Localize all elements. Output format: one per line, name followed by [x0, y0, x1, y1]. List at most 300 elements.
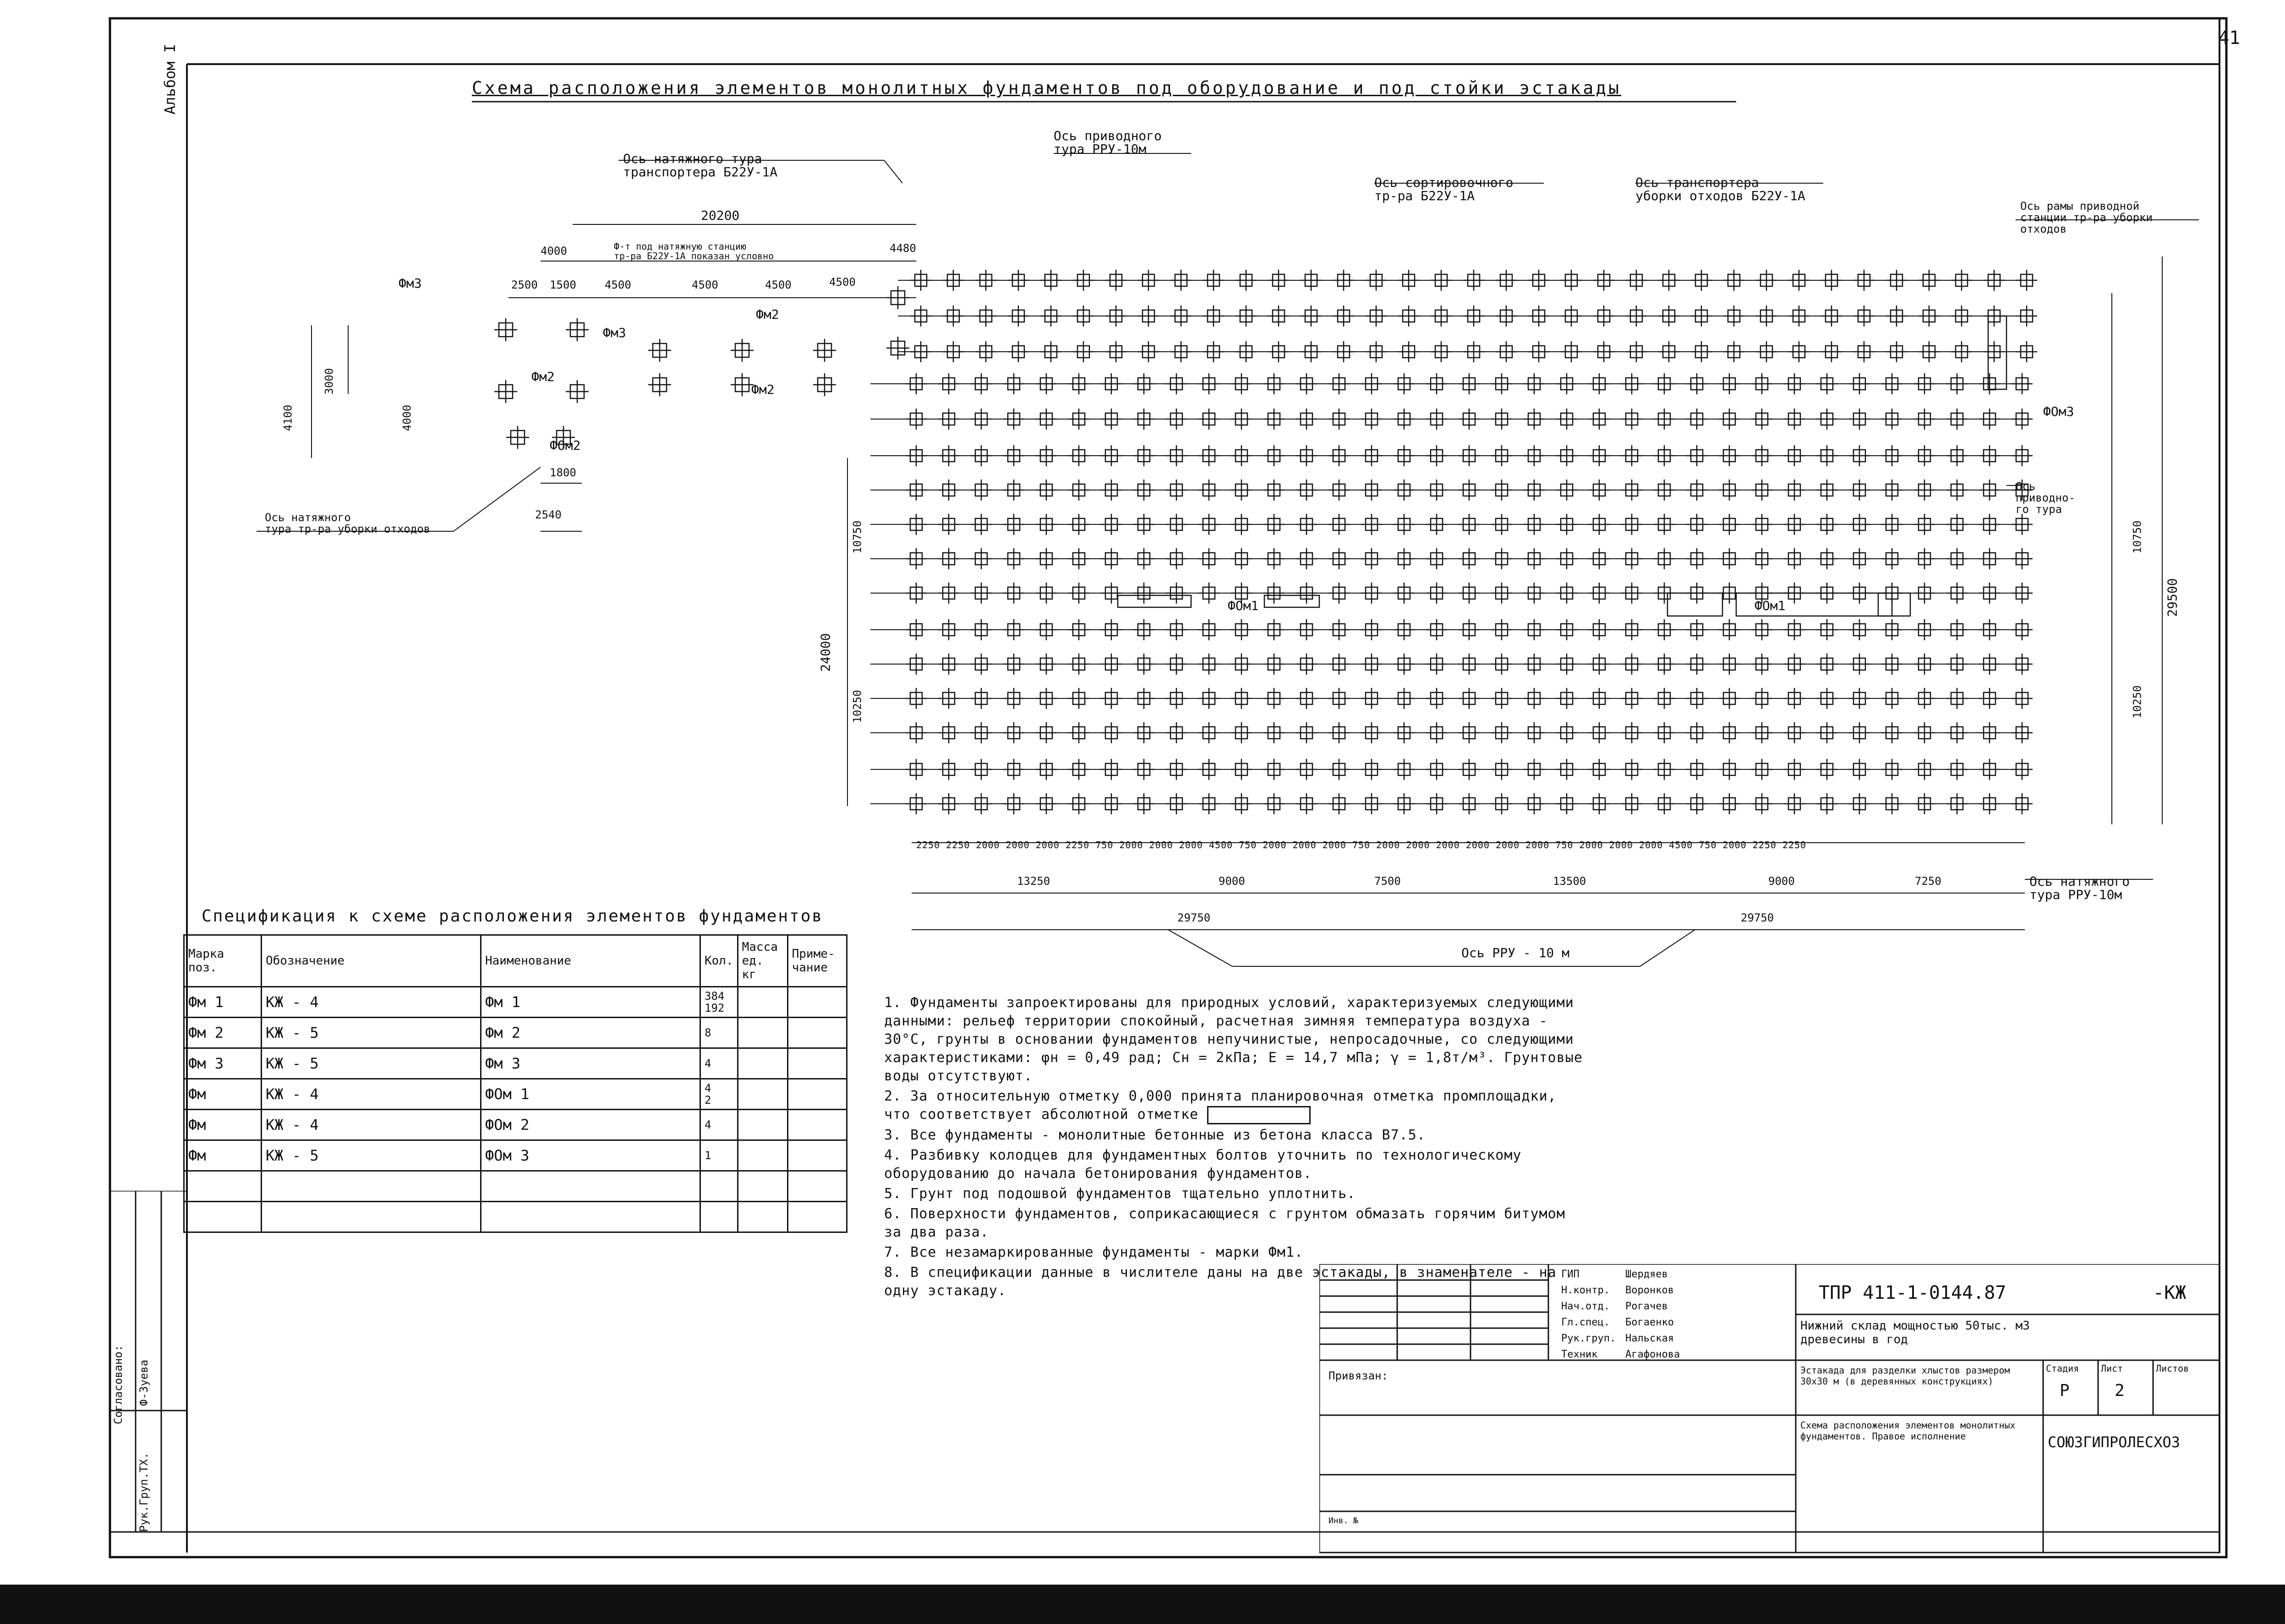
foundation-symbol: [1138, 305, 1159, 327]
stamp-drawing: Схема расположения элементов монолитных фундаментов. Правое исполнение: [1800, 1420, 2016, 1442]
spec-cell: [738, 1079, 787, 1110]
foundation-symbol: [906, 480, 927, 501]
spec-cell: [787, 1171, 847, 1202]
foundation-symbol: [1361, 514, 1382, 535]
dim-10250-left: 10250: [851, 690, 864, 723]
foundation-symbol: [938, 480, 959, 501]
foundation-symbol: [1914, 373, 1935, 394]
foundation-symbol: [1328, 409, 1350, 430]
foundation-symbol: [1719, 759, 1740, 780]
foundation-symbol: [1333, 305, 1354, 327]
foundation-symbol: [971, 409, 992, 430]
foundation-symbol: [1556, 409, 1577, 430]
foundation-symbol: [1719, 722, 1740, 743]
foundation-symbol: [1589, 688, 1610, 709]
foundation-symbol: [1686, 619, 1707, 640]
foundation-symbol: [1816, 548, 1837, 569]
callout-drive-rru-axis: Ось приводного тура РРУ-10м: [1054, 128, 1162, 157]
foundation-symbol: [1263, 688, 1285, 709]
foundation-symbol: [906, 793, 927, 814]
general-notes: [884, 994, 1585, 1302]
foundation-symbol: [1784, 654, 1805, 675]
foundation-symbol: [1979, 480, 2000, 501]
foundation-symbol: [1654, 480, 1675, 501]
agreed-label: Согласовано:: [112, 1345, 125, 1424]
foundation-symbol: [1426, 793, 1447, 814]
foundation-symbol: [1068, 409, 1089, 430]
foundation-symbol: [1621, 793, 1642, 814]
foundation-symbol: [494, 318, 517, 341]
foundation-symbol: [1166, 548, 1187, 569]
foundation-symbol: [1691, 305, 1712, 327]
spec-header-note: Приме-чание: [787, 935, 847, 987]
spec-row: [184, 1079, 847, 1110]
foundation-symbol: [1593, 305, 1614, 327]
foundation-symbol: [971, 373, 992, 394]
foundation-symbol: [1170, 270, 1192, 291]
foundation-symbol: [1751, 409, 1772, 430]
foundation-symbol: [1654, 548, 1675, 569]
foundation-symbol: [1166, 654, 1187, 675]
foundation-symbol: [1524, 409, 1545, 430]
dim-9000-b: 9000: [1768, 875, 1795, 888]
foundation-symbol: [1394, 619, 1415, 640]
dim-29500: 29500: [2165, 578, 2180, 617]
foundation-symbol: [1133, 619, 1154, 640]
callout-drive-frame-axis: Ось рамы приводной станции тр-ра уборки отходов: [2020, 200, 2153, 236]
dim-13250: 13250: [1017, 875, 1050, 888]
foundation-symbol: [1881, 688, 1902, 709]
foundation-symbol: [1328, 688, 1350, 709]
foundation-symbol: [1263, 373, 1285, 394]
foundation-symbol: [1914, 722, 1935, 743]
dim-10750-right: 10750: [2131, 520, 2144, 554]
foundation-symbol: [1751, 759, 1772, 780]
foundation-symbol: [1361, 583, 1382, 604]
foundation-symbol: [1686, 409, 1707, 430]
foundation-symbol: [1556, 373, 1577, 394]
foundation-symbol: [1003, 688, 1024, 709]
foundation-symbol: [1528, 270, 1549, 291]
foundation-symbol: [971, 793, 992, 814]
foundation-symbol: [1914, 619, 1935, 640]
foundation-symbol: [1626, 270, 1647, 291]
spec-header-row: [184, 935, 847, 987]
foundation-symbol: [1816, 793, 1837, 814]
foundation-symbol: [1524, 445, 1545, 466]
callout-rru-axis: Ось РРУ - 10 м: [1461, 945, 1570, 960]
foundation-symbol: [1654, 409, 1675, 430]
foundation-symbol: [938, 409, 959, 430]
foundation-symbol: [1235, 341, 1257, 362]
foundation-grid: [494, 270, 2037, 814]
foundation-symbol: [971, 688, 992, 709]
note-6: 6. Поверхности фундаментов, соприкасающиеся с грунтом обмазать горячим битумом за два раза.: [884, 1205, 1565, 1240]
foundation-symbol: [1263, 722, 1285, 743]
foundation-symbol: [1719, 445, 1740, 466]
foundation-symbol: [975, 341, 996, 362]
foundation-symbol: [1524, 759, 1545, 780]
foundation-symbol: [1333, 270, 1354, 291]
foundation-symbol: [1686, 480, 1707, 501]
foundation-symbol: [1979, 514, 2000, 535]
foundation-symbol: [1946, 619, 1968, 640]
foundation-symbol: [1003, 548, 1024, 569]
foundation-symbol: [1231, 373, 1252, 394]
foundation-symbol: [1788, 341, 1809, 362]
spec-title: Спецификация к схеме расположения элементов фундаментов: [202, 907, 824, 926]
foundation-symbol: [1231, 793, 1252, 814]
foundation-symbol: [1686, 793, 1707, 814]
foundation-symbol: [1328, 445, 1350, 466]
foundation-symbol: [1166, 722, 1187, 743]
agreed-row-0: Рук.Груп.ТХ.: [137, 1452, 150, 1532]
foundation-symbol: [1463, 270, 1484, 291]
foundation-symbol: [1166, 793, 1187, 814]
dim-9000-a: 9000: [1219, 875, 1245, 888]
stamp-sheets-label: Листов: [2156, 1363, 2189, 1374]
foundation-symbol: [1821, 270, 1842, 291]
foundation-symbol: [1784, 759, 1805, 780]
foundation-symbol: [1816, 480, 1837, 501]
spec-header-name: Наименование: [481, 935, 700, 987]
foundation-symbol: [1524, 619, 1545, 640]
foundation-symbol: [1849, 445, 1870, 466]
foundation-symbol: [1946, 409, 1968, 430]
foundation-symbol: [1491, 548, 1512, 569]
foundation-symbol: [1561, 305, 1582, 327]
foundation-symbol: [1459, 409, 1480, 430]
foundation-symbol: [506, 426, 529, 449]
foundation-symbol: [1459, 583, 1480, 604]
callout-tension-rru-axis: Ось натяжного тура РРУ-10м: [2029, 874, 2130, 903]
foundation-symbol: [1296, 654, 1317, 675]
foundation-symbol: [1621, 373, 1642, 394]
foundation-symbol: [1040, 341, 1061, 362]
foundation-symbol: [1658, 270, 1679, 291]
foundation-symbol: [1686, 514, 1707, 535]
foundation-symbol: [494, 380, 517, 403]
foundation-symbol: [1788, 270, 1809, 291]
foundation-symbol: [906, 514, 927, 535]
foundation-symbol: [1979, 722, 2000, 743]
foundation-symbol: [1946, 514, 1968, 535]
foundation-symbol: [1751, 688, 1772, 709]
foundation-symbol: [906, 688, 927, 709]
foundation-symbol: [1686, 654, 1707, 675]
foundation-symbol: [886, 337, 909, 360]
foundation-symbol: [1198, 373, 1219, 394]
agreed-row-1: Ф-Зуева: [137, 1359, 150, 1406]
spec-cell: [787, 1110, 847, 1140]
foundation-symbol: [1556, 619, 1577, 640]
foundation-symbol: [2016, 341, 2037, 362]
drawing-title: Схема расположения элементов монолитных фундаментов под оборудование и под стойки эстакады: [472, 78, 1622, 98]
foundation-symbol: [1589, 445, 1610, 466]
foundation-symbol: [1263, 514, 1285, 535]
foundation-symbol: [1979, 445, 2000, 466]
foundation-symbol: [1133, 445, 1154, 466]
foundation-symbol: [1366, 305, 1387, 327]
stamp-person: Богаенко: [1625, 1317, 1674, 1328]
foundation-symbol: [1198, 793, 1219, 814]
foundation-symbol: [1296, 409, 1317, 430]
foundation-symbol: [1431, 341, 1452, 362]
foundation-symbol: [906, 654, 927, 675]
foundation-symbol: [1914, 583, 1935, 604]
spec-cell: [738, 1140, 787, 1171]
foundation-symbol: [1946, 654, 1968, 675]
foundation-symbol: [1849, 619, 1870, 640]
foundation-symbol: [1263, 619, 1285, 640]
foundation-symbol: [1036, 654, 1057, 675]
foundation-symbol: [1849, 793, 1870, 814]
foundation-symbol: [1654, 373, 1675, 394]
stamp-sheet-type: -КЖ: [2153, 1282, 2187, 1303]
foundation-symbol: [1003, 409, 1024, 430]
foundation-symbol: [1751, 793, 1772, 814]
foundation-symbol: [1328, 793, 1350, 814]
foundation-symbol: [1719, 514, 1740, 535]
foundation-symbol: [1198, 654, 1219, 675]
foundation-symbol: [1556, 688, 1577, 709]
mark-fom1-a: ФОм1: [1228, 598, 1259, 613]
foundation-symbol: [2012, 445, 2033, 466]
spec-cell: Фм: [184, 1079, 262, 1110]
foundation-symbol: [1556, 793, 1577, 814]
spec-row: [184, 1140, 847, 1171]
foundation-symbol: [1816, 654, 1837, 675]
foundation-symbol: [1784, 373, 1805, 394]
foundation-symbol: [1723, 270, 1744, 291]
foundation-symbol: [1658, 305, 1679, 327]
foundation-symbol: [1198, 409, 1219, 430]
foundation-symbol: [1198, 688, 1219, 709]
foundation-symbol: [1036, 480, 1057, 501]
foundation-symbol: [1073, 305, 1094, 327]
foundation-symbol: [1394, 688, 1415, 709]
spec-header-designation: Обозначение: [262, 935, 481, 987]
foundation-symbol: [1723, 341, 1744, 362]
foundation-symbol: [1951, 341, 1972, 362]
spec-table: [183, 934, 847, 1233]
foundation-symbol: [1589, 583, 1610, 604]
foundation-symbol: [1881, 409, 1902, 430]
foundation-symbol: [1686, 722, 1707, 743]
stamp-sheet: 2: [2115, 1381, 2125, 1400]
spec-cell: [481, 1171, 700, 1202]
foundation-symbol: [943, 305, 964, 327]
foundation-symbol: [1914, 654, 1935, 675]
foundation-symbol: [1589, 722, 1610, 743]
foundation-symbol: [1036, 445, 1057, 466]
foundation-symbol: [975, 305, 996, 327]
foundation-symbol: [2012, 688, 2033, 709]
foundation-symbol: [1296, 759, 1317, 780]
spec-cell: [787, 1079, 847, 1110]
foundation-symbol: [1105, 305, 1126, 327]
dim-2500: 2500: [511, 278, 538, 291]
dim-29750-a: 29750: [1177, 911, 1211, 924]
foundation-symbol: [1235, 270, 1257, 291]
spec-header-mark: Марка поз.: [184, 935, 262, 987]
foundation-symbol: [1979, 793, 2000, 814]
foundation-symbol: [1686, 445, 1707, 466]
foundation-symbol: [1914, 480, 1935, 501]
foundation-symbol: [1296, 514, 1317, 535]
foundation-symbol: [1621, 583, 1642, 604]
foundation-symbol: [1654, 793, 1675, 814]
foundation-symbol: [906, 445, 927, 466]
foundation-symbol: [1361, 480, 1382, 501]
foundation-symbol: [1036, 793, 1057, 814]
foundation-symbol: [1626, 305, 1647, 327]
foundation-symbol: [1946, 373, 1968, 394]
dim-2540: 2540: [535, 508, 562, 521]
foundation-symbol: [1979, 654, 2000, 675]
foundation-symbol: [1946, 583, 1968, 604]
foundation-symbol: [1853, 341, 1875, 362]
foundation-symbol: [1068, 548, 1089, 569]
foundation-symbol: [1946, 793, 1968, 814]
spec-cell: Фм: [184, 1140, 262, 1171]
foundation-symbol: [1886, 270, 1907, 291]
foundation-symbol: [1301, 270, 1322, 291]
foundation-symbol: [1166, 373, 1187, 394]
foundation-symbol: [731, 373, 754, 396]
foundation-symbol: [906, 373, 927, 394]
foundation-symbol: [1133, 514, 1154, 535]
callout-tension-waste-axis: Ось натяжного тура тр-ра уборки отходов: [265, 511, 431, 536]
foundation-symbol: [1036, 722, 1057, 743]
foundation-symbol: [1073, 341, 1094, 362]
foundation-symbol: [1621, 514, 1642, 535]
foundation-symbol: [1366, 341, 1387, 362]
foundation-symbol: [1426, 619, 1447, 640]
foundation-symbol: [1036, 688, 1057, 709]
foundation-symbol: [1914, 688, 1935, 709]
foundation-symbol: [1101, 793, 1122, 814]
foundation-symbol: [1003, 514, 1024, 535]
foundation-symbol: [1491, 759, 1512, 780]
foundation-symbol: [1849, 373, 1870, 394]
spec-cell: [738, 1110, 787, 1140]
callout-sorting-axis: Ось сортировочного тр-ра Б22У-1А: [1374, 175, 1514, 204]
foundation-symbol: [1881, 793, 1902, 814]
foundation-symbol: [1491, 514, 1512, 535]
foundation-symbol: [1751, 654, 1772, 675]
foundation-symbol: [1589, 480, 1610, 501]
foundation-symbol: [1946, 759, 1968, 780]
foundation-symbol: [1203, 270, 1224, 291]
foundation-symbol: [1328, 373, 1350, 394]
foundation-symbol: [1296, 373, 1317, 394]
foundation-symbol: [938, 654, 959, 675]
foundation-symbol: [1849, 514, 1870, 535]
foundation-symbol: [938, 759, 959, 780]
foundation-symbol: [1816, 619, 1837, 640]
foundation-symbol: [943, 270, 964, 291]
foundation-symbol: [1036, 759, 1057, 780]
foundation-symbol: [1849, 548, 1870, 569]
dim-4500-c: 4500: [765, 278, 792, 291]
note-7: 7. Все незамаркированные фундаменты - марки Фм1.: [884, 1244, 1303, 1260]
foundation-symbol: [1886, 305, 1907, 327]
foundation-symbol: [1366, 270, 1387, 291]
foundation-symbol: [1198, 514, 1219, 535]
mark-fom1-b: ФОм1: [1755, 598, 1786, 613]
spec-cell: Фм 3: [481, 1048, 700, 1079]
foundation-symbol: [1556, 480, 1577, 501]
foundation-symbol: [1361, 688, 1382, 709]
foundation-symbol: [1301, 305, 1322, 327]
foundation-symbol: [910, 341, 931, 362]
foundation-symbol: [1621, 480, 1642, 501]
foundation-symbol: [1361, 548, 1382, 569]
foundation-symbol: [1686, 688, 1707, 709]
foundation-symbol: [1881, 514, 1902, 535]
foundation-symbol: [1528, 341, 1549, 362]
foundation-symbol: [1621, 548, 1642, 569]
spec-cell: КЖ - 5: [262, 1140, 481, 1171]
foundation-symbol: [1068, 793, 1089, 814]
dim-4500-b: 4500: [692, 278, 718, 291]
foundation-symbol: [1361, 409, 1382, 430]
foundation-symbol: [1105, 341, 1126, 362]
foundation-symbol: [1784, 409, 1805, 430]
dim-7500: 7500: [1374, 875, 1401, 888]
foundation-symbol: [1491, 722, 1512, 743]
foundation-symbol: [1459, 514, 1480, 535]
foundation-symbol: [906, 409, 927, 430]
foundation-symbol: [1426, 480, 1447, 501]
foundation-symbol: [1654, 654, 1675, 675]
foundation-symbol: [910, 270, 931, 291]
foundation-symbol: [1816, 688, 1837, 709]
foundation-symbol: [1751, 480, 1772, 501]
title-block: [1319, 1264, 2226, 1557]
spec-cell: [738, 1018, 787, 1048]
spec-cell: 8: [700, 1018, 738, 1048]
spec-cell: КЖ - 4: [262, 1079, 481, 1110]
foundation-symbol: [1459, 793, 1480, 814]
foundation-symbol: [1328, 480, 1350, 501]
spec-header-qty: Кол.: [700, 935, 738, 987]
spec-cell: [700, 1171, 738, 1202]
foundation-symbol: [1589, 619, 1610, 640]
spec-cell: 4: [700, 1110, 738, 1140]
spec-cell: ФОм 1: [481, 1079, 700, 1110]
foundation-symbol: [1301, 341, 1322, 362]
spec-row: [184, 1110, 847, 1140]
foundation-symbol: [1394, 373, 1415, 394]
foundation-symbol: [1556, 548, 1577, 569]
foundation-symbol: [1068, 514, 1089, 535]
foundation-symbol: [1524, 793, 1545, 814]
foundation-symbol: [2012, 619, 2033, 640]
foundation-symbol: [1003, 445, 1024, 466]
foundation-symbol: [938, 793, 959, 814]
foundation-symbol: [1235, 305, 1257, 327]
foundation-symbol: [731, 339, 754, 362]
foundation-symbol: [1654, 688, 1675, 709]
foundation-symbol: [1296, 548, 1317, 569]
foundation-symbol: [1231, 688, 1252, 709]
foundation-symbol: [1268, 270, 1289, 291]
foundation-symbol: [1268, 341, 1289, 362]
foundation-symbol: [2012, 759, 2033, 780]
foundation-symbol: [1849, 688, 1870, 709]
